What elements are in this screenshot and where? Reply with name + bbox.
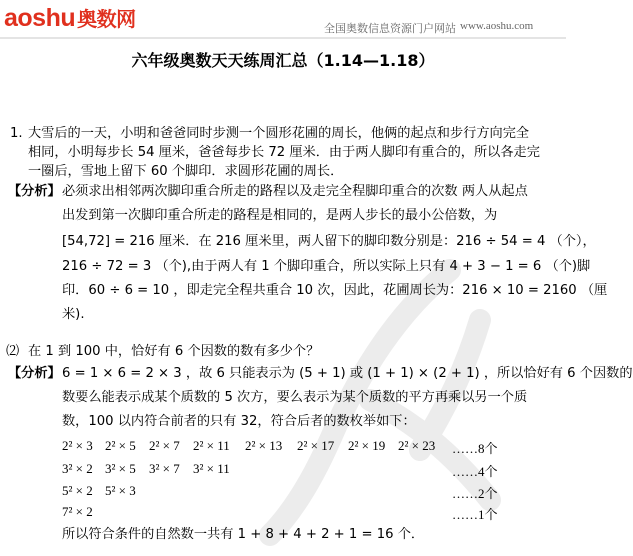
q2-text: 在 1 到 100 中，恰好有 6 个因数的数有多少个？	[28, 344, 320, 359]
enum-item: 5² × 3	[105, 483, 136, 498]
enum-item: 2² × 7	[149, 438, 180, 453]
logo-cn: 奥数网	[77, 9, 136, 31]
a2-line-3: 数，100 以内符合前者的只有 32，符合后者的数枚举如下：	[62, 414, 416, 429]
enum-item: 3² × 5	[105, 461, 136, 476]
enum-item: 2² × 5	[105, 438, 136, 453]
enum-item: 2² × 23	[398, 438, 436, 453]
a2-line-2: 数要么能表示成某个质数的 5 次方，要么表示为某个质数的平方再乘以另一个质	[62, 390, 528, 405]
enum-count: ……4个	[452, 464, 498, 479]
a2-conclusion: 所以符合条件的自然数一共有 1 + 8 + 4 + 2 + 1 = 16 个．	[62, 527, 425, 542]
site-url[interactable]: www.aoshu.com	[460, 20, 534, 32]
a2-tag: 【分析】	[8, 366, 61, 381]
enum-count: ……8个	[452, 441, 498, 456]
enum-item: 2² × 17	[297, 438, 335, 453]
enum-count: ……2个	[452, 486, 498, 501]
a1-line-1: 必须求出相邻两次脚印重合所走的路程以及走完全程脚印重合的次数 两人从起点	[62, 184, 528, 199]
q1-line-2: 相同，小明每步长 54 厘米，爸爸每步长 72 厘米．由于两人脚印有重合的，所以各走完	[28, 145, 540, 160]
q2-number: ⑵	[6, 344, 20, 359]
page-title: 六年级奥数天天练周汇总（1.14—1.18）	[131, 51, 435, 70]
logo-latin: aoshu	[4, 4, 76, 32]
a1-line-4: 216 ÷ 72 = 3 （个),由于两人有 1 个脚印重合，所以实际上只有 4 + 3 − 1 = 6 （个)脚	[62, 259, 591, 274]
q1-number: 1.	[10, 126, 23, 141]
enum-item: 2² × 3	[62, 438, 93, 453]
enum-item: 2² × 19	[348, 438, 386, 453]
header-divider	[0, 37, 566, 39]
a1-line-3: [54,72] = 216 厘米．在 216 厘米里，两人留下的脚印数分别是：216 ÷ 54 = 4 （个），	[62, 234, 596, 249]
a1-line-2: 出发到第一次脚印重合所走的路程是相同的，是两人步长的最小公倍数，为	[62, 208, 498, 223]
a2-line-1: 6 = 1 × 6 = 2 × 3 ，故 6 只能表示为 (5 + 1) 或 (1 + 1) × (2 + 1) ，所以恰好有 6 个因数的	[62, 366, 633, 381]
enum-item: 5² × 2	[62, 483, 93, 498]
enum-item: 2² × 11	[193, 438, 230, 453]
a1-line-6: 米).	[62, 307, 85, 322]
q1-line-1: 大雪后的一天，小明和爸爸同时步测一个圆形花圃的周长，他俩的起点和步行方向完全	[28, 126, 530, 141]
enum-item: 3² × 7	[149, 461, 180, 476]
a1-tag: 【分析】	[8, 184, 61, 199]
enum-item: 3² × 11	[193, 461, 230, 476]
a1-line-5: 印．60 ÷ 6 = 10 ，即走完全程共重合 10 次，因此，花圃周长为：216 × 10 = 2160 （厘	[62, 283, 608, 298]
aoshu-logo[interactable]	[4, 3, 136, 33]
page-header	[0, 0, 566, 40]
enum-item: 2² × 13	[245, 438, 283, 453]
site-slogan: 全国奥数信息资源门户网站	[324, 22, 456, 35]
q1-line-3: 一圈后，雪地上留下 60 个脚印．求圆形花圃的周长．	[28, 164, 344, 179]
enum-item: 7² × 2	[62, 504, 93, 519]
enum-item: 3² × 2	[62, 461, 93, 476]
enum-count: ……1个	[452, 507, 498, 522]
